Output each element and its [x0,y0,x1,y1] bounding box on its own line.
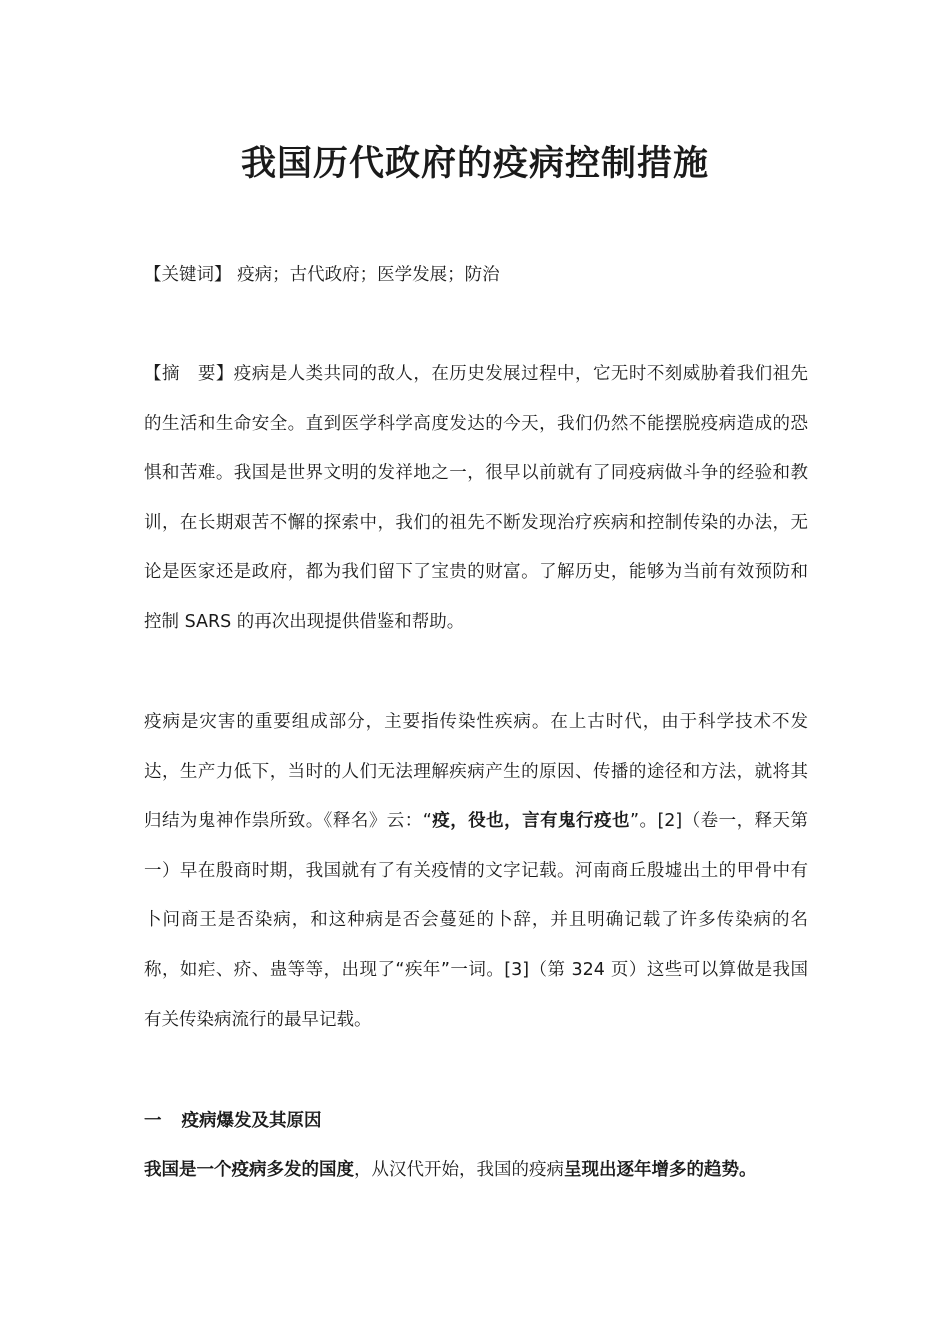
section-para-bold2: 呈现出逐年增多的趋势。 [564,1160,757,1180]
keywords-text: 疫病；古代政府；医学发展；防治 [237,265,500,285]
section-number: 一 [144,1111,162,1131]
intro-quote-bold: 疫，役也，言有鬼行疫也 [431,811,630,832]
section-heading [144,1106,808,1136]
abstract-text: 疫病是人类共同的敌人，在历史发展过程中，它无时不刻威胁着我们祖先的生活和生命安全。直到医学科学高度发达的今天，我们仍然不能摆脱疫病造成的恐惧和苦难。我国是世界文明的发祥地之一，很早以前就有了同疫病做斗争的经验和教训，在长期艰苦不懈的探索中，我们的祖先不断发现治疗疾病和控制传染的办法，无论是医家还是政府，都为我们留下了宝贵的财富。了解历史，能够为当前有效预防和控制 SARS 的再次出现提供借鉴和帮助。 [144,364,809,632]
document-title: 我国历代政府的疫病控制措施 [240,144,709,184]
keywords-label: 【关键词】 [144,265,232,285]
section-para-bold1: 我国是一个疫病多发的国度 [144,1160,354,1180]
keywords-line [144,260,808,290]
section-heading-text: 疫病爆发及其原因 [181,1111,322,1131]
abstract-paragraph [144,350,808,648]
intro-text-part2: ”。[2]（卷一，释天第一）早在殷商时期，我国就有了有关疫情的文字记载。河南商丘殷墟出土的甲骨中有卜问商王是否染病，和这种病是否会蔓延的卜辞，并且明确记载了许多传染病的名称，如疟、疥、蛊等等，出现了“疾年”一词。[3]（第 324 页）这些可以算做是我国有关传染病流行的最早记载。 [144,811,809,1030]
section-para-mid: ，从汉代开始，我国的疫病 [354,1160,564,1180]
intro-paragraph [144,698,808,1045]
intro-text-part1: 疫病是灾害的重要组成部分，主要指传染性疾病。在上古时代，由于科学技术不发达，生产力低下，当时的人们无法理解疾病产生的原因、传播的途径和方法，就将其归结为鬼神作祟所致。《释名》云：“ [144,712,808,832]
abstract-label: 【摘 要】 [144,364,234,384]
section-paragraph [144,1146,808,1196]
